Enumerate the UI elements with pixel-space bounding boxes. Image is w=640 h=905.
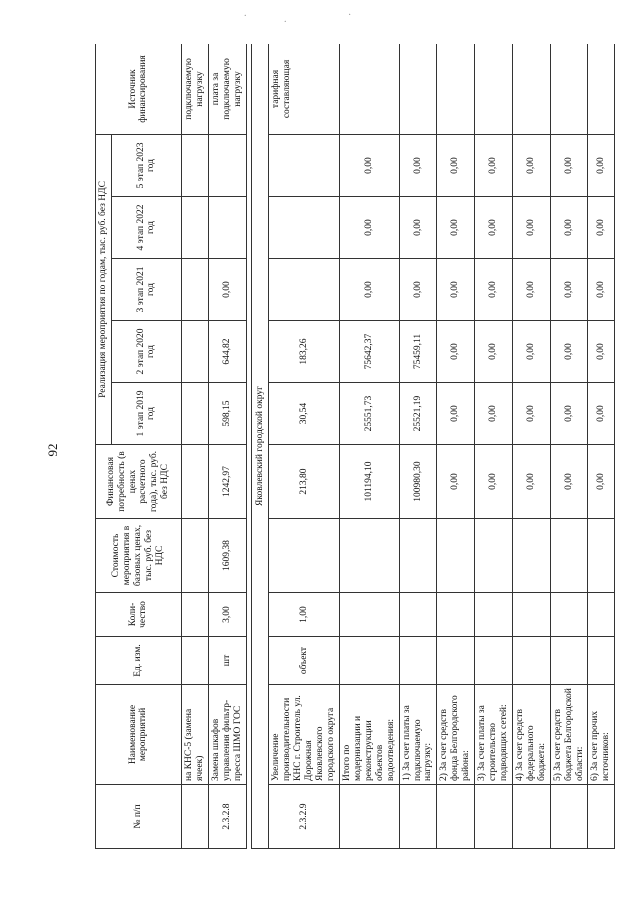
header-num: № п/п bbox=[96, 785, 182, 849]
table-row bbox=[269, 44, 340, 849]
cell-num: 2.3.2.8 bbox=[208, 785, 246, 849]
cell-qty bbox=[475, 593, 513, 637]
cell-stage-2: 0,00 bbox=[475, 321, 513, 383]
cell-stage-5 bbox=[181, 134, 208, 196]
cell-stage-5 bbox=[208, 134, 246, 196]
cell-qty bbox=[550, 593, 588, 637]
cell-stage-4: 0,00 bbox=[512, 197, 550, 259]
cell-qty bbox=[181, 593, 208, 637]
cell-source: тарифная составляющая bbox=[269, 44, 340, 134]
cell-qty: 3,00 bbox=[208, 593, 246, 637]
cell-name: 1) За счет платы за подключаемую нагрузку: bbox=[399, 685, 437, 785]
cell-stage-1 bbox=[181, 383, 208, 445]
table-row bbox=[208, 44, 246, 849]
cell-unit bbox=[512, 637, 550, 685]
cell-stage-3: 0,00 bbox=[208, 259, 246, 321]
header-stage-1: 1 этап 2019 год bbox=[111, 383, 181, 445]
cell-stage-4: 0,00 bbox=[475, 197, 513, 259]
cell-stage-5: 0,00 bbox=[588, 134, 615, 196]
cell-num bbox=[550, 785, 588, 849]
cell-stage-2 bbox=[181, 321, 208, 383]
cell-num bbox=[588, 785, 615, 849]
cell-fin-need: 0,00 bbox=[550, 445, 588, 519]
cell-stage-1: 25551,73 bbox=[339, 383, 399, 445]
cell-stage-3: 0,00 bbox=[437, 259, 475, 321]
cell-stage-2: 183,26 bbox=[269, 321, 340, 383]
cell-num bbox=[339, 785, 399, 849]
cell-cost-base: 1609,38 bbox=[208, 519, 246, 593]
cell-fin-need: 101194,10 bbox=[339, 445, 399, 519]
cell-fin-need: 0,00 bbox=[512, 445, 550, 519]
cell-stage-3: 0,00 bbox=[588, 259, 615, 321]
rotated-table-container bbox=[95, 44, 615, 849]
cell-cost-base bbox=[181, 519, 208, 593]
cell-stage-1: 25521,19 bbox=[399, 383, 437, 445]
cell-source: подключаемую нагрузку bbox=[181, 44, 208, 134]
cell-stage-5: 0,00 bbox=[399, 134, 437, 196]
table-row bbox=[512, 44, 550, 849]
cell-stage-1: 30,54 bbox=[269, 383, 340, 445]
cell-qty bbox=[588, 593, 615, 637]
cell-cost-base bbox=[437, 519, 475, 593]
cell-stage-4: 0,00 bbox=[339, 197, 399, 259]
cell-stage-1: 0,00 bbox=[512, 383, 550, 445]
cell-name: 3) За счет платы за строительство подводящих сетей: bbox=[475, 685, 513, 785]
cell-stage-3: 0,00 bbox=[475, 259, 513, 321]
header-implementation: Реализация мероприятия по годам, тыс. руб. без НДС bbox=[96, 134, 112, 444]
table-row bbox=[437, 44, 475, 849]
scan-mark: . bbox=[244, 8, 247, 19]
cell-source bbox=[399, 44, 437, 134]
cell-unit bbox=[437, 637, 475, 685]
cell-fin-need: 0,00 bbox=[588, 445, 615, 519]
header-unit: Ед. изм. bbox=[96, 637, 182, 685]
cell-name: 2) За счет средств фонда Белгородского района: bbox=[437, 685, 475, 785]
cell-stage-1: 0,00 bbox=[588, 383, 615, 445]
cell-source bbox=[437, 44, 475, 134]
cell-qty: 1,00 bbox=[269, 593, 340, 637]
cell-stage-4: 0,00 bbox=[399, 197, 437, 259]
cell-stage-5: 0,00 bbox=[550, 134, 588, 196]
cell-stage-3: 0,00 bbox=[512, 259, 550, 321]
cell-stage-2: 644,82 bbox=[208, 321, 246, 383]
cell-stage-4: 0,00 bbox=[550, 197, 588, 259]
table-row bbox=[339, 44, 399, 849]
cell-fin-need: 0,00 bbox=[475, 445, 513, 519]
cell-cost-base bbox=[588, 519, 615, 593]
cell-unit bbox=[588, 637, 615, 685]
cell-unit bbox=[181, 637, 208, 685]
cell-cost-base bbox=[512, 519, 550, 593]
cell-stage-5: 0,00 bbox=[512, 134, 550, 196]
table-row bbox=[475, 44, 513, 849]
header-stage-2: 2 этап 2020 год bbox=[111, 321, 181, 383]
cell-qty bbox=[512, 593, 550, 637]
cell-stage-5: 0,00 bbox=[339, 134, 399, 196]
cell-source bbox=[550, 44, 588, 134]
header-stage-3: 3 этап 2021 год bbox=[111, 259, 181, 321]
scan-mark: . bbox=[284, 14, 287, 25]
cell-stage-5: 0,00 bbox=[437, 134, 475, 196]
cell-stage-1: 0,00 bbox=[550, 383, 588, 445]
cell-name: 6) За счет прочих источников: bbox=[588, 685, 615, 785]
cell-name: 4) За счет средств федерального бюджета: bbox=[512, 685, 550, 785]
header-fin-need: Финансовая потребность (в ценах расчетного года), тыс. руб. без НДС bbox=[96, 445, 182, 519]
cell-source bbox=[512, 44, 550, 134]
cell-stage-2: 0,00 bbox=[550, 321, 588, 383]
cell-stage-1: 598,15 bbox=[208, 383, 246, 445]
cell-source bbox=[475, 44, 513, 134]
cell-stage-3 bbox=[181, 259, 208, 321]
header-stage-4: 4 этап 2022 год bbox=[111, 197, 181, 259]
header-source: Источник финансирования bbox=[96, 44, 182, 134]
cell-num bbox=[181, 785, 208, 849]
section-title: Яковлевский городской округ bbox=[251, 44, 269, 849]
cell-fin-need bbox=[181, 445, 208, 519]
cell-unit bbox=[550, 637, 588, 685]
cell-source: плата за подключаемую нагрузку bbox=[208, 44, 246, 134]
cell-num: 2.3.2.9 bbox=[269, 785, 340, 849]
cell-fin-need: 213,80 bbox=[269, 445, 340, 519]
cell-fin-need: 0,00 bbox=[437, 445, 475, 519]
header-stage-5: 5 этап 2023 год bbox=[111, 134, 181, 196]
cell-stage-5: 0,00 bbox=[475, 134, 513, 196]
cell-name: на КНС-5 (замена ячеек) bbox=[181, 685, 208, 785]
cell-stage-3: 0,00 bbox=[339, 259, 399, 321]
cell-cost-base bbox=[399, 519, 437, 593]
cell-cost-base bbox=[475, 519, 513, 593]
cell-qty bbox=[437, 593, 475, 637]
cell-stage-4 bbox=[269, 197, 340, 259]
cell-fin-need: 1242,97 bbox=[208, 445, 246, 519]
cell-stage-3 bbox=[269, 259, 340, 321]
cell-unit bbox=[475, 637, 513, 685]
cell-qty bbox=[399, 593, 437, 637]
cell-stage-2: 75459,11 bbox=[399, 321, 437, 383]
table-row bbox=[588, 44, 615, 849]
cell-stage-1: 0,00 bbox=[475, 383, 513, 445]
cell-unit: объект bbox=[269, 637, 340, 685]
header-name: Наименование мероприятий bbox=[96, 685, 182, 785]
cell-name: Итого по модернизации и реконструкции объектов водоотведения: bbox=[339, 685, 399, 785]
table-row bbox=[399, 44, 437, 849]
cell-num bbox=[475, 785, 513, 849]
cell-stage-2: 0,00 bbox=[437, 321, 475, 383]
table-area bbox=[95, 44, 615, 849]
cell-cost-base bbox=[339, 519, 399, 593]
cell-stage-4: 0,00 bbox=[588, 197, 615, 259]
scan-mark: · bbox=[348, 10, 352, 21]
cell-stage-2: 75642,37 bbox=[339, 321, 399, 383]
cell-stage-3: 0,00 bbox=[550, 259, 588, 321]
table-row bbox=[550, 44, 588, 849]
table-row bbox=[181, 44, 208, 849]
cell-stage-3: 0,00 bbox=[399, 259, 437, 321]
cell-stage-4: 0,00 bbox=[437, 197, 475, 259]
cell-source bbox=[339, 44, 399, 134]
cell-unit bbox=[339, 637, 399, 685]
cell-fin-need: 100980,30 bbox=[399, 445, 437, 519]
page-number: 92 bbox=[45, 443, 60, 457]
header-qty: Коли-чество bbox=[96, 593, 182, 637]
cell-source bbox=[588, 44, 615, 134]
cell-cost-base bbox=[269, 519, 340, 593]
cell-name: Увеличение производительности КНС г. Строитель ул. Дорожная Яковлевского городского округа bbox=[269, 685, 340, 785]
header-cost-base: Стоимость мероприятия в базовых ценах, тыс. руб. без НДС bbox=[96, 519, 182, 593]
cell-num bbox=[512, 785, 550, 849]
cell-num bbox=[437, 785, 475, 849]
cell-stage-4 bbox=[208, 197, 246, 259]
cell-unit bbox=[399, 637, 437, 685]
cell-unit: шт bbox=[208, 637, 246, 685]
cell-stage-4 bbox=[181, 197, 208, 259]
financing-table bbox=[95, 44, 615, 849]
cell-name: 5) За счет средств бюджета Белгородской области: bbox=[550, 685, 588, 785]
cell-qty bbox=[339, 593, 399, 637]
cell-stage-2: 0,00 bbox=[588, 321, 615, 383]
cell-name: Замена шкафов управления фильтр-пресса ШМО ГОС bbox=[208, 685, 246, 785]
cell-stage-5 bbox=[269, 134, 340, 196]
cell-num bbox=[399, 785, 437, 849]
cell-stage-1: 0,00 bbox=[437, 383, 475, 445]
cell-cost-base bbox=[550, 519, 588, 593]
cell-stage-2: 0,00 bbox=[512, 321, 550, 383]
